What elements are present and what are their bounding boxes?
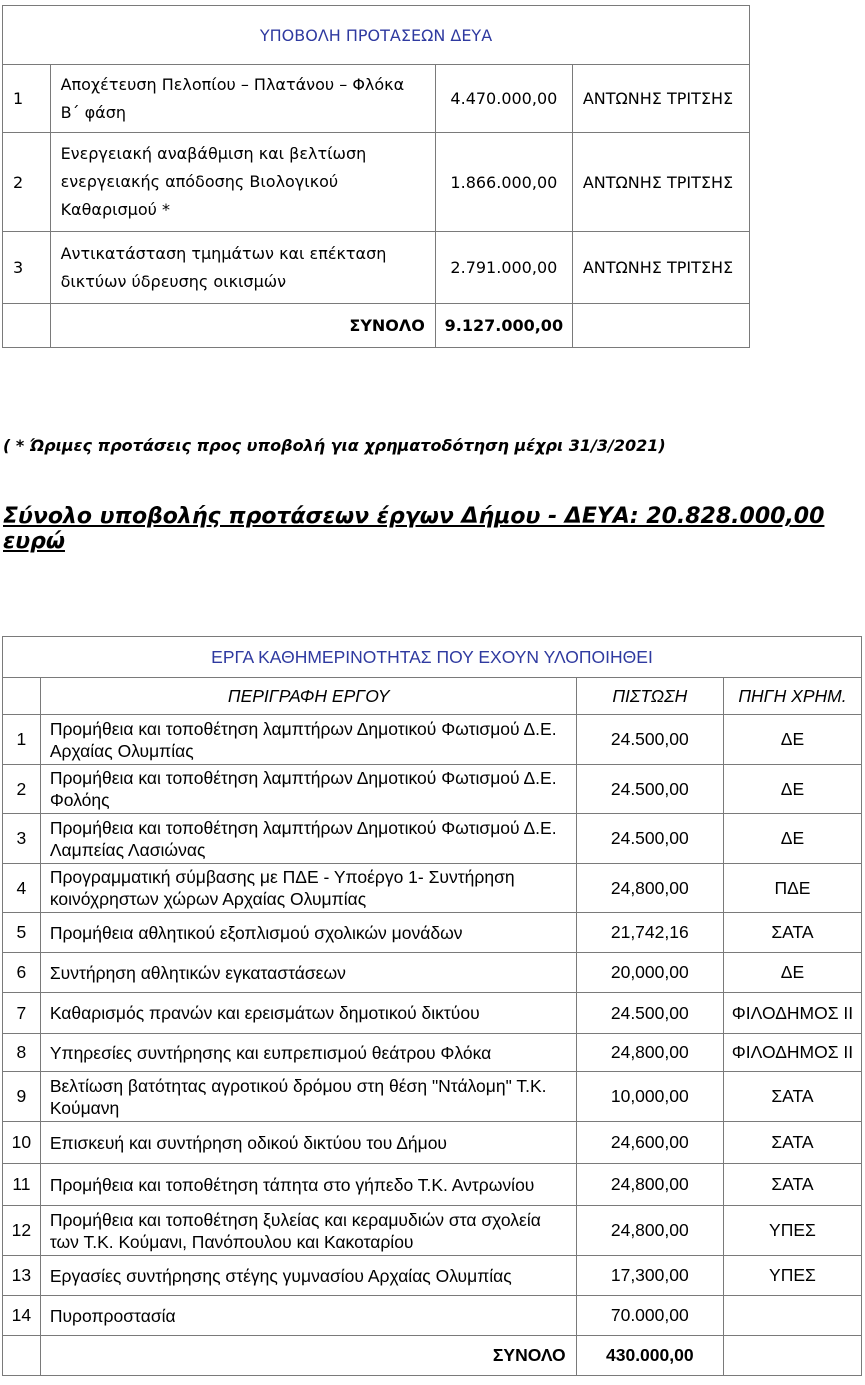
- row-amount: 24,800,00: [576, 864, 723, 913]
- row-source: ΔΕ: [723, 715, 861, 765]
- row-amount: 2.791.000,00: [435, 232, 572, 304]
- row-description: Πυροπροστασία: [40, 1296, 576, 1336]
- row-description: Υπηρεσίες συντήρησης και ευπρεπισμού θεάτρου Φλόκα: [40, 1034, 576, 1072]
- row-number: 5: [3, 913, 41, 953]
- row-number: 6: [3, 953, 41, 993]
- row-source: ΥΠΕΣ: [723, 1206, 861, 1256]
- row-number: 2: [3, 765, 41, 814]
- row-amount: 24,800,00: [576, 1164, 723, 1206]
- row-amount: 24.500,00: [576, 765, 723, 814]
- table-row: [3, 1256, 862, 1296]
- row-number: 13: [3, 1256, 41, 1296]
- row-number: 7: [3, 993, 41, 1034]
- row-amount: 70.000,00: [576, 1296, 723, 1336]
- row-source: ΥΠΕΣ: [723, 1256, 861, 1296]
- total-row: [3, 304, 750, 348]
- table-row: [3, 1034, 862, 1072]
- row-amount: 24,800,00: [576, 1034, 723, 1072]
- row-source: ΣΑΤΑ: [723, 1164, 861, 1206]
- proposals-title: ΥΠΟΒΟΛΗ ΠΡΟΤΑΣΕΩΝ ΔΕΥΑ: [3, 6, 750, 65]
- row-source: ΔΕ: [723, 765, 861, 814]
- header-source: ΠΗΓΗ ΧΡΗΜ.: [723, 678, 861, 715]
- daily-works-title: ΕΡΓΑ ΚΑΘΗΜΕΡΙΝΟΤΗΤΑΣ ΠΟΥ ΕΧΟΥΝ ΥΛΟΠΟΙΗΘΕΙ: [3, 637, 862, 678]
- row-number: 4: [3, 864, 41, 913]
- table-row: [3, 993, 862, 1034]
- total-label: ΣΥΝΟΛΟ: [40, 1336, 576, 1376]
- row-description: Προμήθεια και τοποθέτηση τάπητα στο γήπεδο Τ.Κ. Αντρωνίου: [40, 1164, 576, 1206]
- row-amount: 1.866.000,00: [435, 133, 572, 232]
- table-row: [3, 1164, 862, 1206]
- row-source: [723, 1296, 861, 1336]
- row-source: ΦΙΛΟΔΗΜΟΣ ΙΙ: [723, 1034, 861, 1072]
- table-row: [3, 1206, 862, 1256]
- row-description: Προγραμματική σύμβασης με ΠΔΕ - Υποέργο 1- Συντήρηση κοινόχρηστων χώρων Αρχαίας Ολυμπίας: [40, 864, 576, 913]
- row-description: Προμήθεια και τοποθέτηση ξυλείας και κεραμυδιών στα σχολεία των Τ.Κ. Κούμανι, Πανόπουλου και Κακοταρίου: [40, 1206, 576, 1256]
- row-number: 11: [3, 1164, 41, 1206]
- row-number: 9: [3, 1072, 41, 1122]
- table-row: [3, 1072, 862, 1122]
- empty-cell: [572, 304, 749, 348]
- table-row: [3, 864, 862, 913]
- row-amount: 24.500,00: [576, 993, 723, 1034]
- row-description: Ενεργειακή αναβάθμιση και βελτίωση ενεργειακής απόδοσης Βιολογικού Καθαρισμού *: [50, 133, 435, 232]
- row-number: 3: [3, 232, 51, 304]
- row-source: ΦΙΛΟΔΗΜΟΣ ΙΙ: [723, 993, 861, 1034]
- row-description: Επισκευή και συντήρηση οδικού δικτύου του Δήμου: [40, 1122, 576, 1164]
- row-description: Προμήθεια και τοποθέτηση λαμπτήρων Δημοτικού Φωτισμού Δ.Ε. Φολόης: [40, 765, 576, 814]
- row-amount: 24,800,00: [576, 1206, 723, 1256]
- row-amount: 4.470.000,00: [435, 65, 572, 133]
- row-amount: 20,000,00: [576, 953, 723, 993]
- total-value: 430.000,00: [576, 1336, 723, 1376]
- total-value: 9.127.000,00: [435, 304, 572, 348]
- total-label: ΣΥΝΟΛΟ: [50, 304, 435, 348]
- row-amount: 24,600,00: [576, 1122, 723, 1164]
- row-number: 2: [3, 133, 51, 232]
- row-description: Εργασίες συντήρησης στέγης γυμνασίου Αρχαίας Ολυμπίας: [40, 1256, 576, 1296]
- proposals-table: [2, 5, 750, 348]
- row-description: Καθαρισμός πρανών και ερεισμάτων δημοτικού δικτύου: [40, 993, 576, 1034]
- row-owner: ΑΝΤΩΝΗΣ ΤΡΙΤΣΗΣ: [572, 232, 749, 304]
- mature-proposals-note: ( * Ώριμες προτάσεις προς υποβολή για χρηματοδότηση μέχρι 31/3/2021): [3, 436, 666, 455]
- table-row: [3, 715, 862, 765]
- table-row: [3, 133, 750, 232]
- row-number: 1: [3, 65, 51, 133]
- row-amount: 17,300,00: [576, 1256, 723, 1296]
- total-row: [3, 1336, 862, 1376]
- row-description: Προμήθεια και τοποθέτηση λαμπτήρων Δημοτικού Φωτισμού Δ.Ε. Αρχαίας Ολυμπίας: [40, 715, 576, 765]
- row-description: Βελτίωση βατότητας αγροτικού δρόμου στη θέση "Ντάλομη" Τ.Κ. Κούμανη: [40, 1072, 576, 1122]
- table-row: [3, 953, 862, 993]
- header-row: [3, 678, 862, 715]
- empty-cell: [723, 1336, 861, 1376]
- table-row: [3, 814, 862, 864]
- daily-works-table: [2, 636, 862, 1376]
- row-description: Αποχέτευση Πελοπίου – Πλατάνου – Φλόκα Β΄ φάση: [50, 65, 435, 133]
- row-source: ΔΕ: [723, 953, 861, 993]
- header-description: ΠΕΡΙΓΡΑΦΗ ΕΡΓΟΥ: [40, 678, 576, 715]
- table-row: [3, 1296, 862, 1336]
- row-amount: 24.500,00: [576, 715, 723, 765]
- row-number: 14: [3, 1296, 41, 1336]
- row-number: 3: [3, 814, 41, 864]
- row-source: ΣΑΤΑ: [723, 1122, 861, 1164]
- row-amount: 21,742,16: [576, 913, 723, 953]
- empty-cell: [3, 304, 51, 348]
- table-row: [3, 1122, 862, 1164]
- row-source: ΠΔΕ: [723, 864, 861, 913]
- row-number: 10: [3, 1122, 41, 1164]
- empty-header-cell: [3, 678, 41, 715]
- row-description: Αντικατάσταση τμημάτων και επέκταση δικτύων ύδρευσης οικισμών: [50, 232, 435, 304]
- table-row: [3, 913, 862, 953]
- row-description: Συντήρηση αθλητικών εγκαταστάσεων: [40, 953, 576, 993]
- row-number: 12: [3, 1206, 41, 1256]
- row-description: Προμήθεια αθλητικού εξοπλισμού σχολικών μονάδων: [40, 913, 576, 953]
- row-amount: 10,000,00: [576, 1072, 723, 1122]
- empty-cell: [3, 1336, 41, 1376]
- row-number: 8: [3, 1034, 41, 1072]
- row-source: ΔΕ: [723, 814, 861, 864]
- header-credit: ΠΙΣΤΩΣΗ: [576, 678, 723, 715]
- row-owner: ΑΝΤΩΝΗΣ ΤΡΙΤΣΗΣ: [572, 133, 749, 232]
- row-source: ΣΑΤΑ: [723, 913, 861, 953]
- table-row: [3, 65, 750, 133]
- table-row: [3, 232, 750, 304]
- row-description: Προμήθεια και τοποθέτηση λαμπτήρων Δημοτικού Φωτισμού Δ.Ε. Λαμπείας Λασιώνας: [40, 814, 576, 864]
- row-source: ΣΑΤΑ: [723, 1072, 861, 1122]
- row-number: 1: [3, 715, 41, 765]
- row-amount: 24.500,00: [576, 814, 723, 864]
- row-owner: ΑΝΤΩΝΗΣ ΤΡΙΤΣΗΣ: [572, 65, 749, 133]
- table-row: [3, 765, 862, 814]
- total-submission-note: Σύνολο υποβολής προτάσεων έργων Δήμου - ΔΕΥΑ: 20.828.000,00 ευρώ: [3, 504, 825, 554]
